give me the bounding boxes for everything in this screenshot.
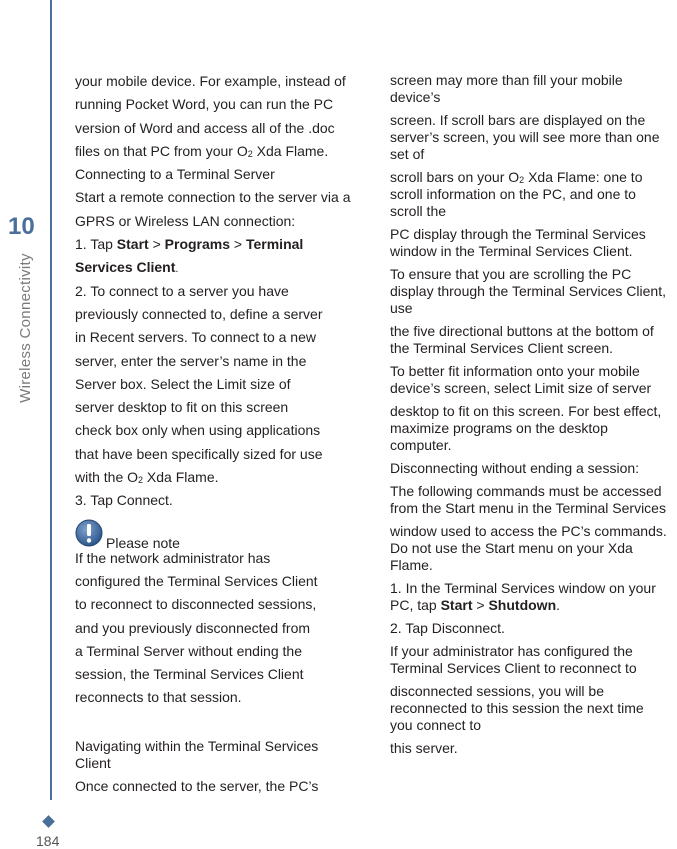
paragraph: If your administrator has configured the Terminal Services Client to reconnect to: [390, 643, 637, 676]
paragraph: To ensure that you are scrolling the PC display through the Terminal Services Client, use: [390, 266, 666, 316]
section-heading: Connecting to a Terminal Server: [75, 166, 275, 183]
note-text: a Terminal Server without ending the: [75, 642, 302, 659]
step-1-cont: Services Client.: [75, 259, 179, 276]
paragraph: screen. If scroll bars are displayed on the server’s screen, you will see more than one set of: [390, 112, 660, 162]
paragraph: version of Word and access all of the .doc: [75, 119, 335, 136]
paragraph: running Pocket Word, you can run the PC: [75, 96, 334, 113]
paragraph: this server.: [390, 740, 458, 756]
paragraph: desktop to fit on this screen. For best effect, maximize programs on the desktop computer.: [390, 403, 662, 453]
section-heading: Navigating within the Terminal Services Client: [75, 737, 319, 771]
sidebar-rule: [50, 0, 52, 800]
note-label: Please note: [106, 534, 180, 551]
right-column: [390, 72, 677, 763]
note-text: and you previously disconnected from: [75, 619, 311, 636]
paragraph: 2. Tap Disconnect.: [390, 620, 505, 636]
paragraph: GPRS or Wireless LAN connection:: [75, 212, 296, 229]
paragraph: your mobile device. For example, instead of: [75, 73, 346, 89]
chapter-number: 10: [8, 213, 35, 240]
paragraph: PC display through the Terminal Services window in the Terminal Services Client.: [390, 226, 646, 259]
exclamation-icon: [75, 519, 103, 547]
paragraph: scroll bars on your $O_2$ Xda Flame: one to scroll information on the PC, and one to scroll the: [390, 169, 643, 219]
paragraph: disconnected sessions, you will be reconnected to this session the next time you connect to: [390, 683, 644, 733]
step-1: 1. Tap Start > Programs > Terminal: [75, 236, 304, 253]
step-2: server, enter the server’s name in the: [75, 352, 307, 369]
paragraph: Once connected to the server, the PC’s: [75, 777, 319, 794]
page-number: 184: [36, 833, 60, 849]
paragraph: window used to access the PC’s commands. Do not use the Start menu on your Xda Flame.: [390, 523, 667, 573]
left-column: [75, 70, 367, 795]
note-text: to reconnect to disconnected sessions,: [75, 596, 317, 613]
step-2: 2. To connect to a server you have: [75, 282, 289, 299]
paragraph: screen may more than fill your mobile device’s: [390, 72, 623, 105]
step-2: check box only when using applications: [75, 422, 321, 439]
step-2: Server box. Select the Limit size of: [75, 375, 291, 392]
chapter-title: Wireless Connectivity: [17, 253, 34, 403]
paragraph: To better fit information onto your mobile device’s screen, select Limit size of server: [390, 363, 652, 396]
step-2: server desktop to fit on this screen: [75, 399, 289, 416]
step-2: with the $O_2$ Xda Flame.: [75, 469, 219, 486]
paragraph: files on that PC from your $O_2$ Xda Flame.: [75, 142, 329, 159]
step-3: 3. Tap Connect.: [75, 492, 173, 509]
paragraph: Start a remote connection to the server via a: [75, 189, 351, 206]
note-text: If the network administrator has: [75, 549, 271, 566]
paragraph: the five directional buttons at the bottom of the Terminal Services Client screen.: [390, 323, 654, 356]
note-header: [75, 517, 367, 551]
paragraph: Disconnecting without ending a session:: [390, 460, 640, 476]
note-text: session, the Terminal Services Client: [75, 666, 304, 683]
paragraph: The following commands must be accessed from the Start menu in the Terminal Services: [390, 483, 666, 516]
paragraph: 1. In the Terminal Services window on your PC, tap Start > Shutdown.: [390, 580, 656, 613]
step-2: previously connected to, define a server: [75, 305, 323, 322]
note-text: reconnects to that session.: [75, 689, 242, 706]
step-2: that have been specifically sized for use: [75, 445, 323, 462]
note-text: configured the Terminal Services Client: [75, 572, 318, 589]
diamond-marker-icon: [42, 815, 55, 828]
step-2: in Recent servers. To connect to a new: [75, 329, 316, 346]
